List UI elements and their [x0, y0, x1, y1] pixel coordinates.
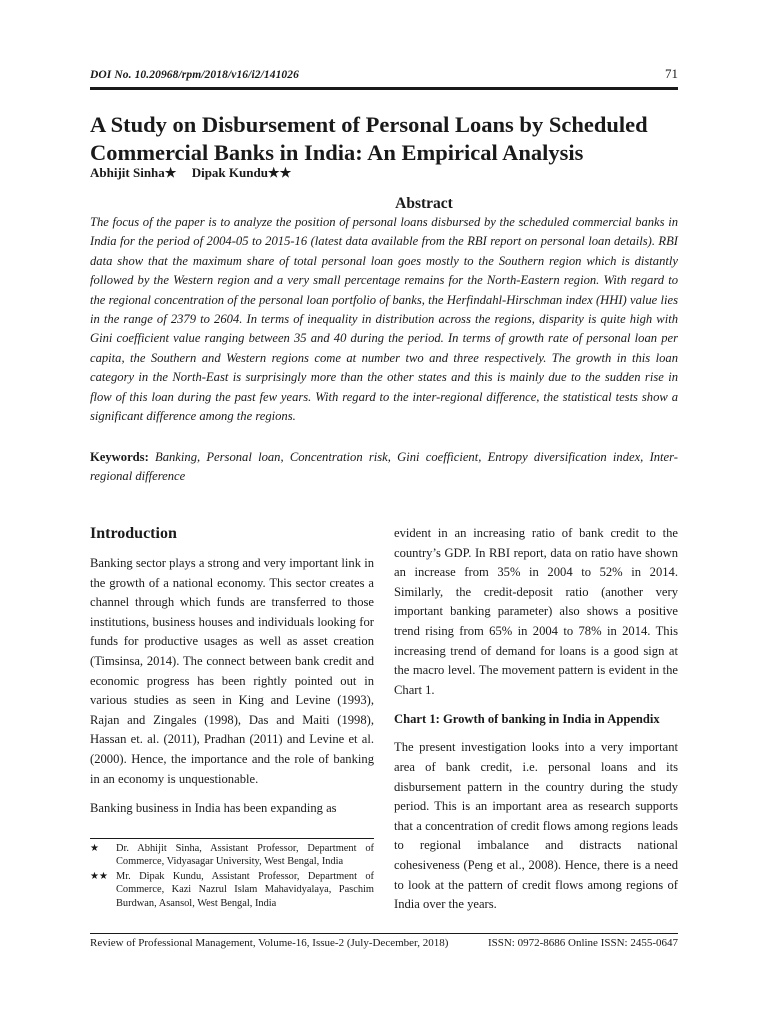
- abstract-heading: [0, 195, 768, 213]
- issn-label: ISSN: 0972-8686 Online ISSN: 2455-0647: [487, 937, 678, 949]
- chart-caption: Chart 1: Growth of banking in India in Appendix: [394, 712, 660, 727]
- keywords: [90, 448, 678, 486]
- abstract-text: The focus of the paper is to analyze the position of personal loans disbursed by the scheduled commercial banks in India for the period of 2004-05 to 2015-16 (latest data available from the RBI report on personal loan details). RBI data show that the maximum share of total personal loan goes mostly to the Southern region which is distantly followed by the Western region and a very small percentage remains for the North-Eastern region. With regard to the regional concentration of the personal loan portfolio of banks, the Herfindahl-Hirschman index (HHI) value lies in the range of 2379 to 2604. In terms of inequality in distribution across the regions, disparity is quite high with Gini coefficient value ranging between 35 and 40 during the period. In terms of growth rate of personal loan per capita, the Southern and Western regions come at number two and three respectively. The growth in this loan category in the North-East is surprisingly more than the other states and this is mainly due to the sudden rise in flow of this loan during the past few years. With regard to the inter-regional difference, the statistical tests show a significant difference among the regions.: [90, 215, 678, 424]
- footnote-1-mark: ★: [90, 843, 99, 854]
- author-1: Abhijit Sinha★: [90, 165, 177, 180]
- footnotes: [90, 838, 374, 911]
- introduction-heading: Introduction: [90, 525, 177, 542]
- author-list: [90, 165, 303, 181]
- right-column: [394, 524, 678, 915]
- journal-citation: Review of Professional Management, Volume-16, Issue-2 (July-December, 2018): [90, 937, 449, 949]
- page-footer: [90, 937, 678, 949]
- page-number: 71: [665, 66, 678, 81]
- footnote-2: [90, 870, 374, 910]
- keywords-text: Banking, Personal loan, Concentration risk, Gini coefficient, Entropy diversification index, Inter-regional difference: [90, 450, 678, 483]
- header-rule: [90, 87, 678, 90]
- paper-title: A Study on Disbursement of Personal Loans by Scheduled Commercial Banks in India: An Empirical Analysis: [90, 112, 648, 165]
- intro-paragraph-2-continued: evident in an increasing ratio of bank credit to the country’s GDP. In RBI report, data on ratio have shown an increase from 35% in 2004 to 52% in 2014. Similarly, the credit-deposit ratio (another very important banking parameter) also shows a positive trend rising from 65% in 2004 to 78% in 2014. This increasing trend of demand for loans is a good sign at the macro level. The movement pattern is evident in the Chart 1.: [394, 526, 678, 697]
- footnote-1-text: Dr. Abhijit Sinha, Assistant Professor, Department of Commerce, Vidyasagar University, West Bengal, India: [116, 843, 374, 868]
- footnote-2-mark: ★★: [90, 870, 108, 882]
- left-column: [90, 524, 374, 819]
- intro-paragraph-3: The present investigation looks into a very important area of bank credit, i.e. personal loans and its disbursement pattern in the country during the study period. This is an important area as research supports that a concentration of credit flows among regions leads to regional imbalance and distracts national cohesiveness (Peng et al., 2008). Hence, there is a need to look at the pattern of credit flows among regions of India over the years.: [394, 740, 678, 912]
- footnote-1: [90, 842, 374, 869]
- author-2: Dipak Kundu★★: [191, 165, 292, 180]
- abstract-heading-text: Abstract: [395, 195, 453, 212]
- page-header: [90, 66, 678, 85]
- intro-paragraph-1: Banking sector plays a strong and very important link in the growth of a national economy. This sector creates a channel through which funds are transferred to those institutions, business houses and individuals looking for funds for productive usages as well as asset creation (Timsinsa, 2014). The connect between bank credit and economic progress has been rightly pointed out in various studies as seen in King and Levine (1993), Rajan and Zingales (1998), Das and Maiti (1998), Hassan et. al. (2011), Pradhan (2011) and Levine et al. (2000). Hence, the importance and the role of banking in an economy is unquestionable.: [90, 556, 374, 786]
- footer-rule: [90, 933, 678, 934]
- keywords-label: Keywords:: [90, 450, 149, 464]
- footnote-2-text: Mr. Dipak Kundu, Assistant Professor, Department of Commerce, Kazi Nazrul Islam Mahavidyalaya, Paschim Burdwan, Asansol, West Bengal, India: [116, 870, 374, 909]
- intro-paragraph-2-start: Banking business in India has been expanding as: [90, 801, 337, 816]
- doi-label: DOI No. 10.20968/rpm/2018/v16/i2/141026: [90, 69, 299, 81]
